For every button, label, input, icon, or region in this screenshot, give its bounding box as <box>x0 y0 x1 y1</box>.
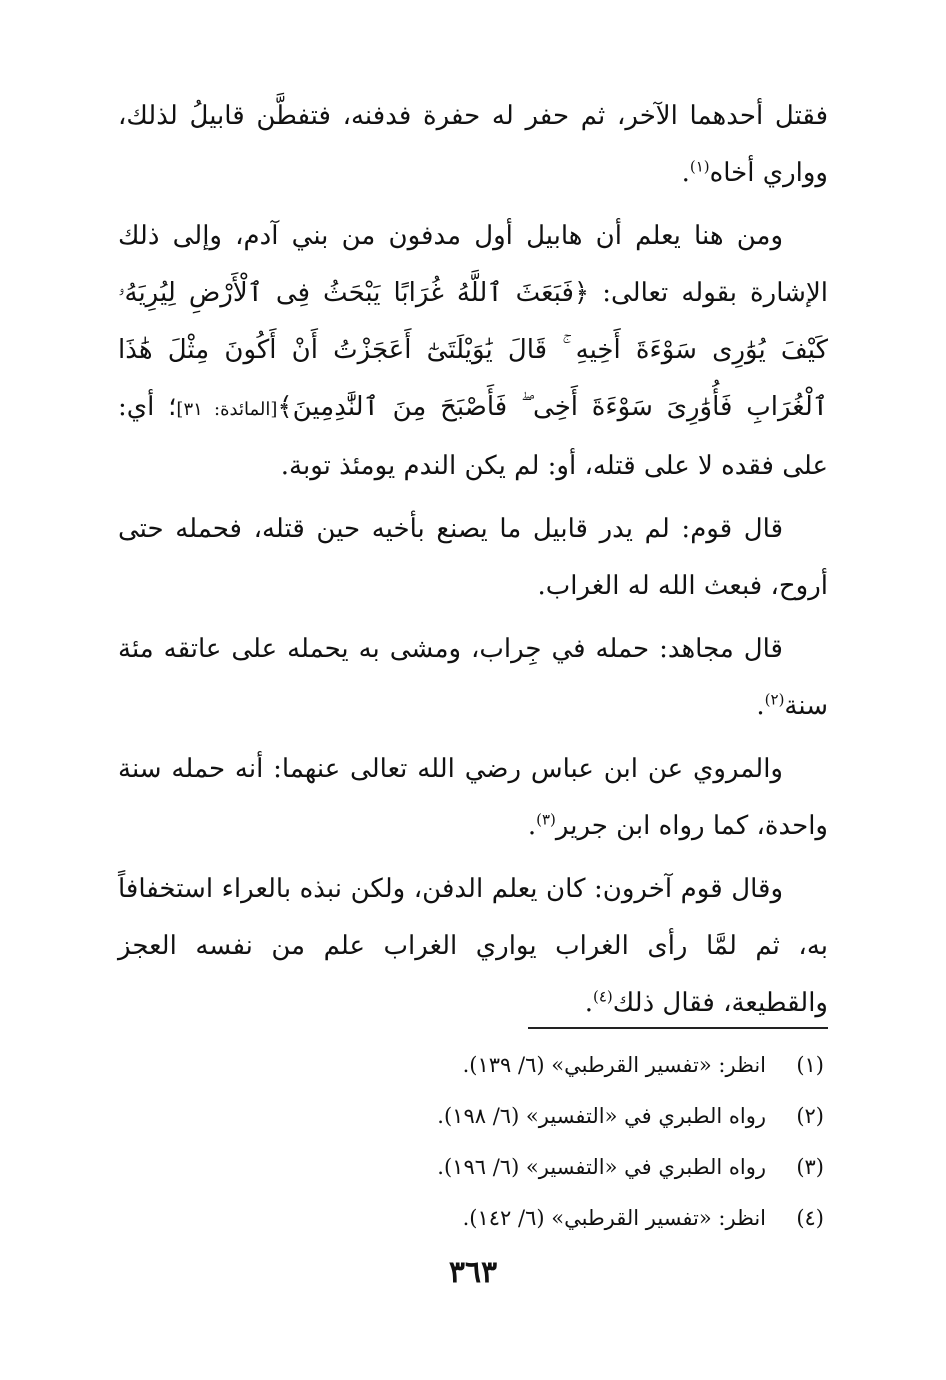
paragraph-6 <box>118 861 828 1032</box>
paragraph-1 <box>118 88 828 202</box>
footnote-number: (٤) <box>796 1206 824 1230</box>
quran-verse: ﴿فَبَعَثَ ٱللَّهُ غُرَابًا يَبْحَثُ فِى ٱلْأَرْضِ لِيُرِيَهُۥ كَيْفَ يُوَٰرِى سَوْءَةَ أَخِيهِ ۚ قَالَ يَٰوَيْلَتَىٰٓ أَعَجَزْتُ أَنْ أَكُونَ مِثْلَ هَٰذَا ٱلْغُرَابِ فَأُوَٰرِىَ سَوْءَةَ أَخِى ۖ فَأَصْبَحَ مِنَ ٱلنَّٰدِمِينَ﴾ <box>118 278 828 422</box>
paragraph-end: . <box>756 691 765 721</box>
footnote-1 <box>224 1040 824 1091</box>
footnote-number: (٣) <box>796 1155 824 1179</box>
footnote-marker: (٣) <box>536 810 556 829</box>
paragraph-4 <box>118 621 828 735</box>
paragraph-end: . <box>584 988 593 1018</box>
footnote-2 <box>224 1091 824 1142</box>
paragraph-end: . <box>527 811 537 841</box>
paragraph-text: ؛ أي: على فقده لا على قتله، أو: لم يكن الندم يومئذ توبة. <box>118 392 828 481</box>
footnote-marker: (٤) <box>592 987 613 1006</box>
paragraph-text: فقتل أحدهما الآخر، ثم حفر له حفرة فدفنه، فتفطَّن قابيلُ لذلك، وواري أخاه <box>118 101 828 188</box>
footnote-4 <box>224 1193 824 1244</box>
footnotes <box>224 1040 824 1244</box>
footnote-number: (٢) <box>796 1104 824 1128</box>
footnote-marker: (١) <box>689 157 710 176</box>
footnote-text: رواه الطبري في «التفسير» (٦/ ١٩٨). <box>437 1104 766 1128</box>
footnote-separator <box>528 1027 828 1029</box>
footnote-3 <box>224 1142 824 1193</box>
paragraph-2 <box>118 208 828 495</box>
paragraph-end: . <box>681 158 690 188</box>
main-text <box>118 88 828 1038</box>
paragraph-text: وقال قوم آخرون: كان يعلم الدفن، ولكن نبذه بالعراء استخفافاً به، ثم لمَّا رأى الغراب يواري الغراب علم من نفسه العجز والقطيعة، فقال ذلك <box>118 874 828 1018</box>
paragraph-text: والمروي عن ابن عباس رضي الله تعالى عنهما: أنه حمله سنة واحدة، كما رواه ابن جرير <box>118 754 828 841</box>
paragraph-text: ومن هنا يعلم أن هابيل أول مدفون من بني آدم، وإلى ذلك الإشارة بقوله تعالى: <box>118 221 828 308</box>
paragraph-text: قال مجاهد: حمله في جِراب، ومشى به يحمله على عاتقه مئة سنة <box>118 634 828 721</box>
surah-reference: [المائدة: ٣١] <box>176 399 278 420</box>
paragraph-5 <box>118 741 828 855</box>
footnote-number: (١) <box>796 1053 824 1077</box>
paragraph-3 <box>118 501 828 615</box>
footnote-text: انظر: «تفسير القرطبي» (٦/ ١٤٢). <box>462 1206 766 1230</box>
footnote-text: رواه الطبري في «التفسير» (٦/ ١٩٦). <box>437 1155 766 1179</box>
paragraph-text: قال قوم: لم يدر قابيل ما يصنع بأخيه حين قتله، فحمله حتى أروح، فبعث الله له الغراب. <box>118 514 828 601</box>
footnote-marker: (٢) <box>764 690 785 709</box>
page-number: ٣٦٣ <box>448 1255 498 1290</box>
footnote-text: انظر: «تفسير القرطبي» (٦/ ١٣٩). <box>462 1053 766 1077</box>
